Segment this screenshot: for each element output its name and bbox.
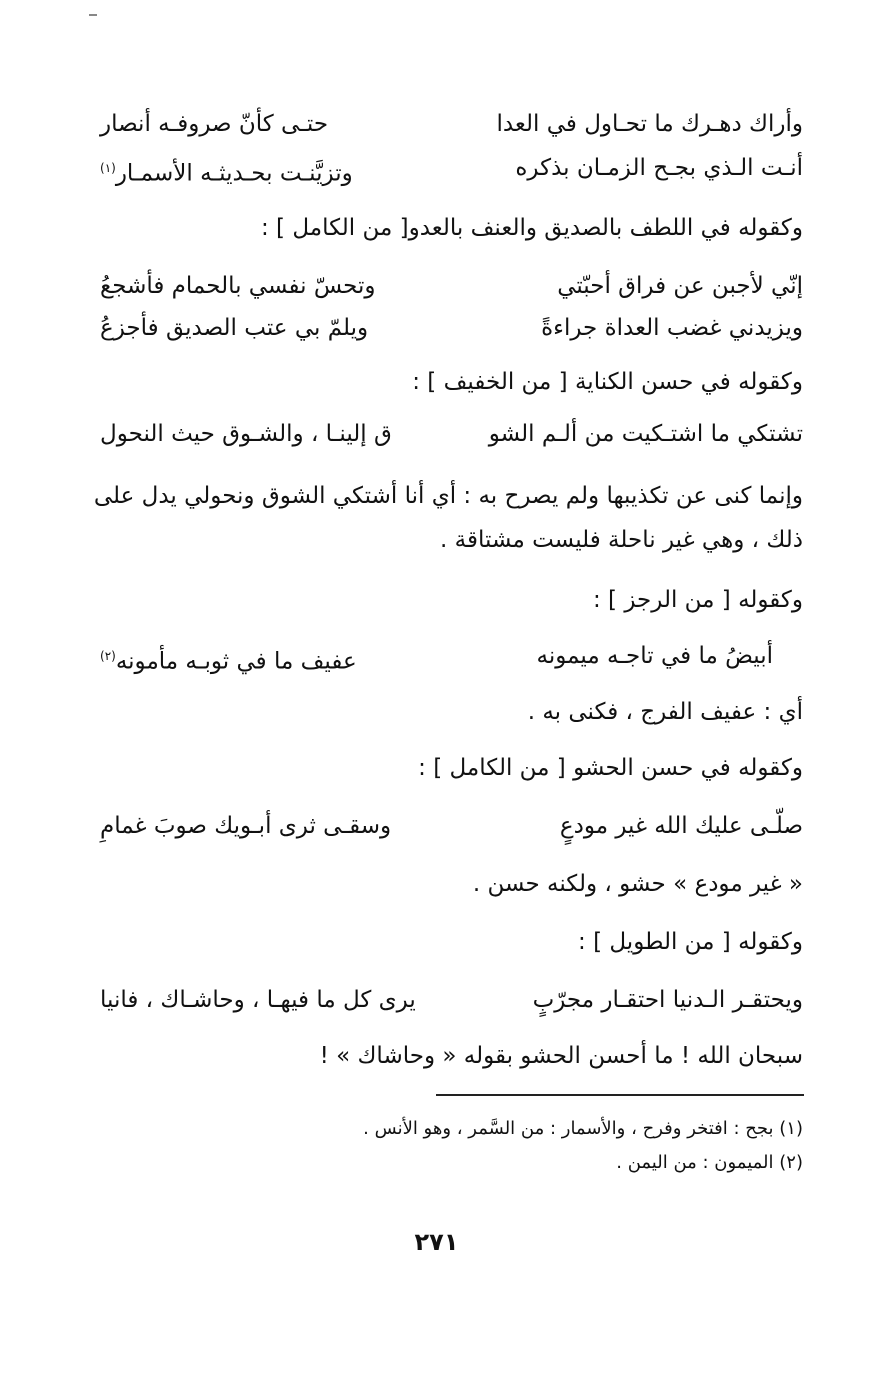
verse-hemistich-left: وسقـى ثرى أبـويك صوبَ غمامِ <box>100 813 392 839</box>
paragraph-line: وكقوله في حسن الحشو [ من الكامل ] : <box>418 755 803 781</box>
verse-hemistich-left: وتحسّ نفسي بالحمام فأشجعُ <box>100 273 376 299</box>
verse-hemistich-left-text: وتزيَّنـت بحـديثـه الأسمـار <box>115 160 353 187</box>
verse-line <box>100 148 803 188</box>
paragraph-line: وإنما كنى عن تكذيبها ولم يصرح به : أي أنا أشتكي الشوق ونحولي يدل على <box>93 483 803 509</box>
verse-hemistich-left-text: عفيف ما في ثوبـه مأمونه <box>115 648 357 675</box>
verse-hemistich-left <box>100 636 357 676</box>
verse-line <box>100 266 803 306</box>
verse-line <box>100 806 803 846</box>
paragraph-line: وكقوله في اللطف بالصديق والعنف بالعدو[ من الكامل ] : <box>261 215 803 241</box>
verse-hemistich-left: ويلمّ بي عتب الصديق فأجزعُ <box>100 315 369 341</box>
verse-hemistich-right: أنـت الـذي بجـح الزمـان بذكره <box>515 155 803 181</box>
footnote-marker: (١) <box>100 161 116 175</box>
paragraph-line: سبحان الله ! ما أحسن الحشو بقوله « وحاشاك » ! <box>319 1043 803 1069</box>
verse-hemistich-right: ويزيدني غضب العداة جراءةً <box>541 315 803 341</box>
verse-hemistich-right: وأراك دهـرك ما تحـاول في العدا <box>496 111 803 137</box>
paragraph-line: أي : عفيف الفرج ، فكنى به . <box>527 699 803 725</box>
footnote-marker: (٢) <box>100 649 116 663</box>
verse-hemistich-right: إنّي لأجبن عن فراق أحبّتي <box>557 273 803 299</box>
verse-line <box>100 980 803 1020</box>
verse-hemistich-left: ق إلينـا ، والشـوق حيث النحول <box>100 421 392 447</box>
footnote-1: (١) بجح : افتخر وفرح ، والأسمار : من السَّمر ، وهو الأنس . <box>363 1118 803 1139</box>
verse-hemistich-left: يرى كل ما فيهـا ، وحاشـاك ، فانيا <box>100 987 416 1013</box>
footnote-2: (٢) الميمون : من اليمن . <box>616 1152 803 1173</box>
verse-hemistich-left <box>100 148 353 188</box>
paragraph-line: « غير مودع » حشو ، ولكنه حسن . <box>472 871 803 897</box>
verse-line <box>100 636 773 676</box>
verse-line <box>100 414 803 454</box>
scan-mark <box>89 14 97 16</box>
footnote-divider <box>436 1094 804 1096</box>
verse-hemistich-right: ويحتقـر الـدنيا احتقـار مجرّبٍ <box>532 987 803 1013</box>
verse-line <box>100 308 803 348</box>
verse-hemistich-right: صلّـى عليك الله غير مودعٍ <box>559 813 803 839</box>
paragraph-line: وكقوله [ من الرجز ] : <box>593 587 803 613</box>
paragraph-line: وكقوله في حسن الكناية [ من الخفيف ] : <box>412 369 803 395</box>
paragraph-line: وكقوله [ من الطويل ] : <box>578 929 803 955</box>
page-number: ٢٧١ <box>414 1228 459 1256</box>
paragraph-line: ذلك ، وهي غير ناحلة فليست مشتاقة . <box>440 527 803 553</box>
verse-hemistich-left: حتـى كأنّ صروفـه أنصار <box>100 111 329 137</box>
verse-hemistich-right: تشتكي ما اشتـكيت من ألـم الشو <box>488 421 803 447</box>
verse-hemistich-right: أبيضُ ما في تاجـه ميمونه <box>536 643 773 669</box>
verse-line <box>100 104 803 144</box>
